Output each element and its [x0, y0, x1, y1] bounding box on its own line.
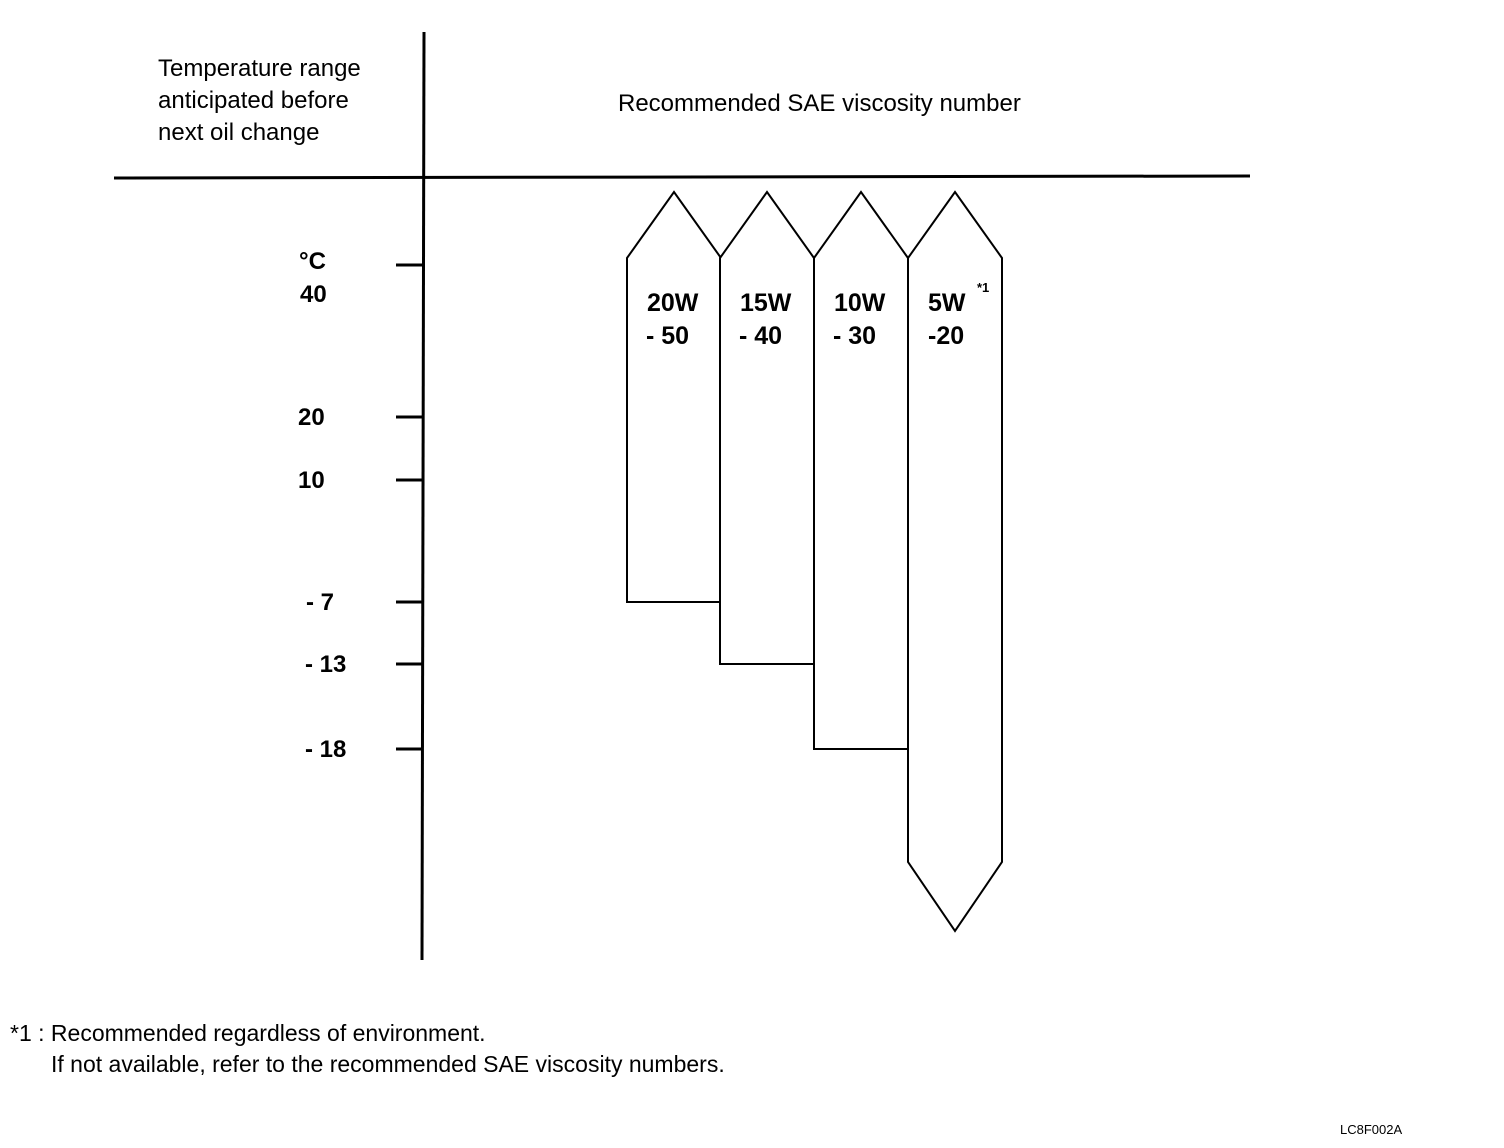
tick-label: - 13	[305, 651, 347, 678]
grade-arrows	[627, 192, 1002, 931]
grade-arrow-10w-30	[814, 192, 908, 749]
row-header-line-1: Temperature range	[158, 55, 361, 82]
grade-label-line-1: 20W	[647, 289, 699, 317]
row-header	[158, 55, 367, 146]
figure-id: LC8F002A	[1340, 1122, 1403, 1137]
grade-arrow-20w-50	[627, 192, 721, 602]
grade-label-line-1: 5W	[928, 289, 966, 317]
vertical-axis	[422, 32, 424, 960]
grade-label-line-2: - 50	[646, 322, 690, 350]
grade-label-line-2: - 30	[833, 322, 877, 350]
tick-label: - 18	[305, 736, 347, 763]
footnote	[10, 1018, 725, 1080]
tick-label: 40	[300, 281, 327, 308]
grade-label-line-1: 10W	[834, 289, 886, 317]
grade-arrow-15w-40	[720, 192, 814, 664]
row-header-line-2: anticipated before	[158, 87, 349, 114]
tick-label: 10	[298, 467, 325, 494]
footnote-line-2: If not available, refer to the recommended SAE viscosity numbers.	[51, 1051, 725, 1077]
tick-group	[298, 265, 423, 763]
footnote-line-1: *1 : Recommended regardless of environment.	[10, 1020, 486, 1046]
grade-label-line-1: 15W	[740, 289, 792, 317]
grade-footnote-marker: *1	[977, 280, 990, 295]
header-divider	[114, 176, 1250, 178]
axis-unit-label: °C	[299, 248, 326, 275]
tick-label: - 7	[306, 589, 335, 616]
column-header: Recommended SAE viscosity number	[618, 90, 1021, 117]
row-header-line-3: next oil change	[158, 119, 320, 146]
grade-label-line-2: -20	[928, 322, 965, 350]
tick-label: 20	[298, 404, 325, 431]
grade-label-line-2: - 40	[739, 322, 783, 350]
